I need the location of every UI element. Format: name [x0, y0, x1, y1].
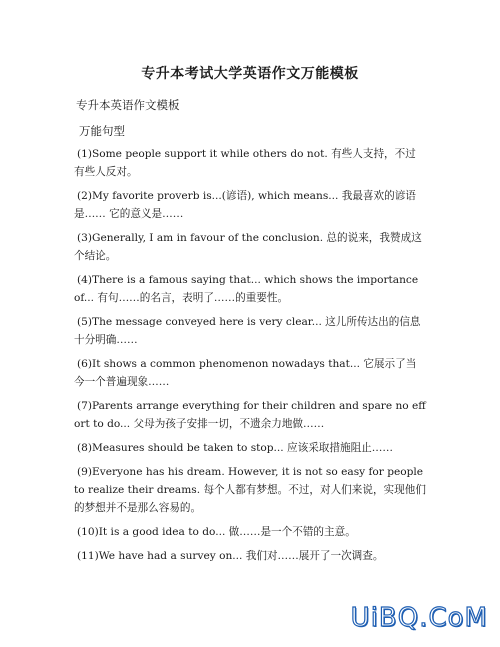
sentence-item: (11)We have had a survey on... 我们对……展开了一次调查。 [77, 550, 384, 562]
sentence-item: (8)Measures should be taken to stop... 应该采取措施阻止…… [77, 442, 393, 454]
document-subtitle: 专升本英语作文模板 [76, 98, 180, 112]
sentence-item: (10)It is a good idea to do... 做……是一个不错的主意。 [77, 526, 356, 538]
sentence-item: (3)Generally, I am in favour of the conclusion. 总的说来，我赞成这个结论。 [74, 232, 422, 262]
sentence-item: (1)Some people support it while others do not. 有些人支持，不过有些人反对。 [74, 148, 416, 178]
document-title: 专升本考试大学英语作文万能模板 [141, 66, 359, 82]
site-watermark: UiBQ.CoM [350, 603, 488, 633]
sentence-item: (5)The message conveyed here is very clear... 这儿所传达出的信息十分明确…… [74, 316, 421, 346]
sentence-item: (7)Parents arrange everything for their children and spare no effort to do... 父母为孩子安排一切，不遗余力地做…… [74, 400, 426, 430]
sentence-pattern-list [74, 145, 426, 571]
sentence-item: (4)There is a famous saying that... which shows the importance of... 有句……的名言，表明了……的重要性。 [74, 274, 419, 304]
sentence-item: (6)It shows a common phenomenon nowadays that... 它展示了当今一个普遍现象…… [74, 358, 417, 388]
sentence-item: (2)My favorite proverb is...(谚语), which means... 我最喜欢的谚语是…… 它的意义是…… [74, 190, 416, 220]
sentence-item: (9)Everyone has his dream. However, it is not so easy for people to realize their dreams. 每个人都有梦想。不过，对人们来说，实现他们的梦想并不是那么容易的。 [74, 466, 426, 514]
section-heading: 万能句型 [79, 124, 125, 138]
